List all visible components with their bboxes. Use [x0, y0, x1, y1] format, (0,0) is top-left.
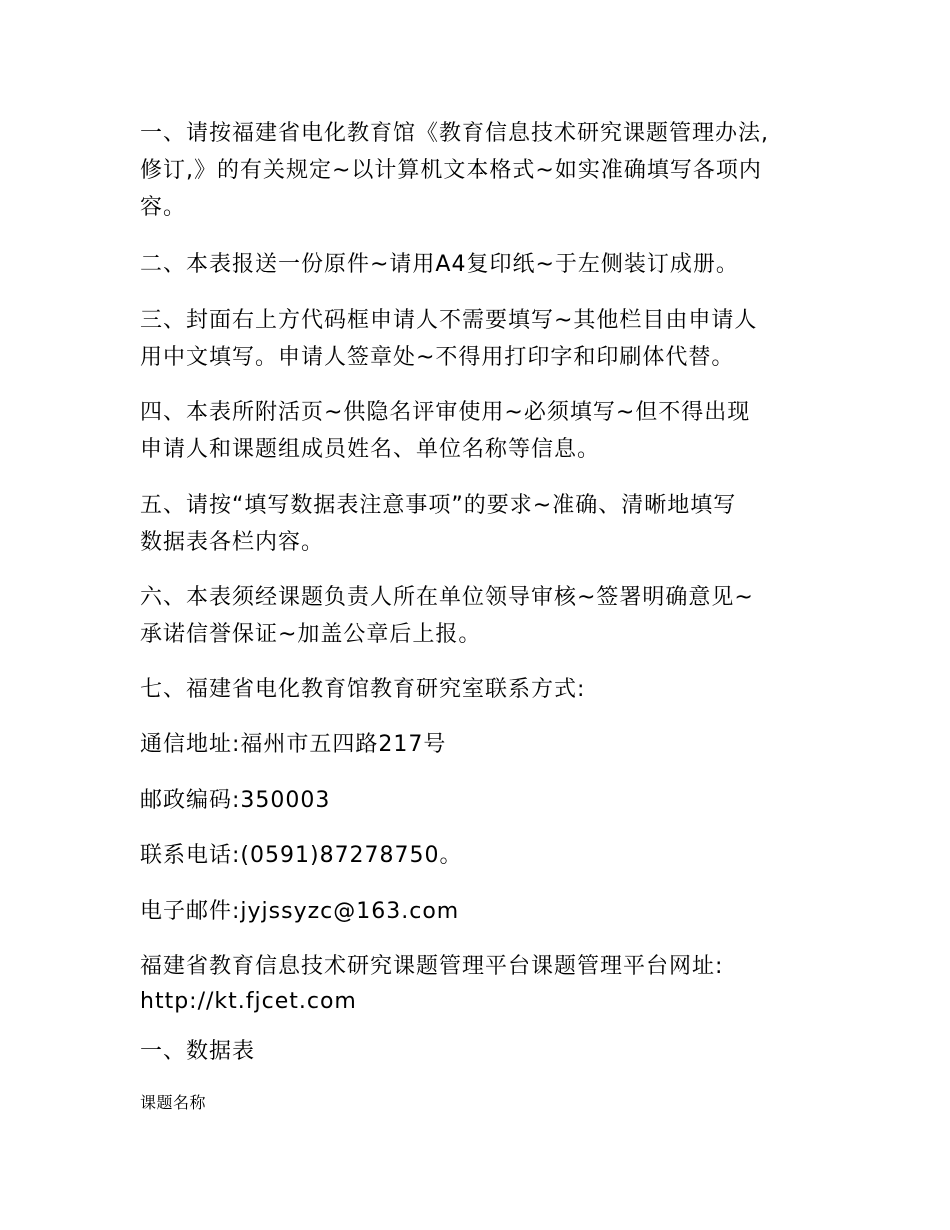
instruction-3-line-2: 用中文填写。申请人签章处~不得用打印字和印刷体代替。	[140, 345, 735, 370]
instruction-1-line-3: 容。	[140, 195, 187, 220]
platform-url: http://kt.fjcet.com	[140, 989, 357, 1014]
instruction-5-line-1: 五、请按“填写数据表注意事项”的要求~准确、清晰地填写	[140, 493, 737, 518]
instruction-3-line-1: 三、封面右上方代码框申请人不需要填写~其他栏目由申请人	[140, 308, 758, 333]
document-page	[140, 0, 820, 1230]
instruction-2: 二、本表报送一份原件~请用A4复印纸~于左侧装订成册。	[140, 252, 739, 277]
instruction-1-line-2: 修订,》的有关规定~以计算机文本格式~如实准确填写各项内	[140, 158, 762, 183]
contact-email: 电子邮件:jyjssyzc@163.com	[140, 899, 460, 924]
instruction-5-line-2: 数据表各栏内容。	[140, 530, 325, 555]
field-label-project-name: 课题名称	[140, 1093, 207, 1112]
contact-postcode: 邮政编码:350003	[140, 788, 331, 813]
instruction-1-line-1: 一、请按福建省电化教育馆《教育信息技术研究课题管理办法,	[140, 121, 769, 146]
instruction-6-line-1: 六、本表须经课题负责人所在单位领导审核~签署明确意见~	[140, 585, 754, 610]
platform-label: 福建省教育信息技术研究课题管理平台课题管理平台网址:	[140, 954, 724, 979]
contact-phone: 联系电话:(0591)87278750。	[140, 843, 463, 868]
instruction-6-line-2: 承诺信誉保证~加盖公章后上报。	[140, 622, 482, 647]
instruction-4-line-1: 四、本表所附活页~供隐名评审使用~必须填写~但不得出现	[140, 400, 751, 425]
contact-address: 通信地址:福州市五四路217号	[140, 732, 447, 757]
instruction-4-line-2: 申请人和课题组成员姓名、单位名称等信息。	[140, 437, 601, 462]
section-heading-data-table: 一、数据表	[140, 1039, 256, 1064]
instruction-7-heading: 七、福建省电化教育馆教育研究室联系方式:	[140, 677, 586, 702]
